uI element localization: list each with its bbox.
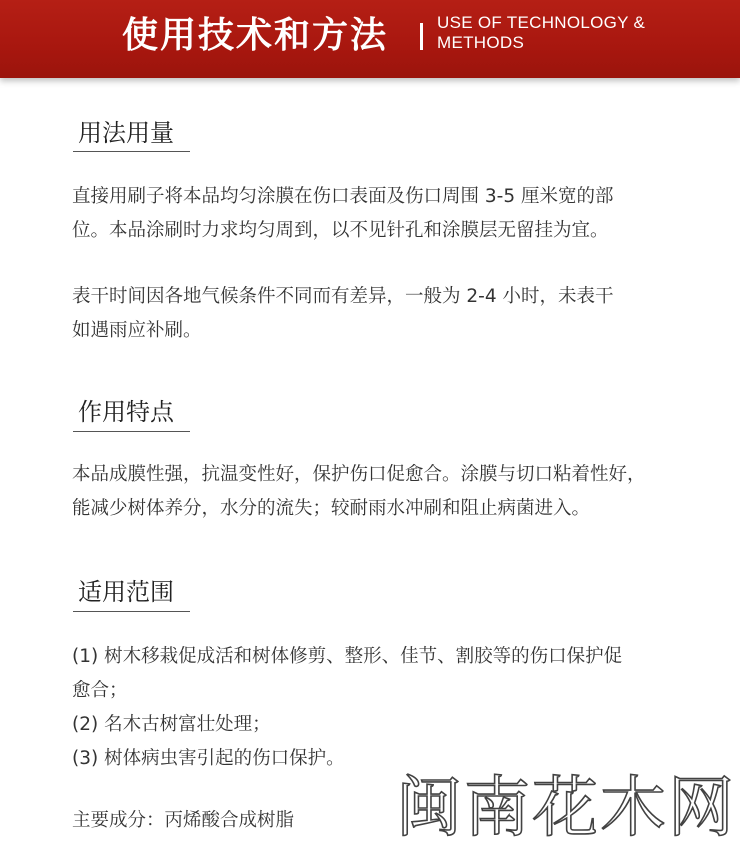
site-watermark: 闽南花木网: [396, 769, 736, 846]
features-paragraph-line-2: 能减少树体养分，水分的流失；较耐雨水冲刷和阻止病菌进入。: [72, 498, 591, 519]
scope-item-1-line-1: (1) 树木移栽促成活和树体修剪、整形、佳节、割胶等的伤口保护促: [72, 646, 623, 667]
usage-paragraph-1: [72, 180, 682, 248]
header-banner: [0, 0, 740, 78]
scope-item-1-line-2: 愈合；: [72, 680, 128, 701]
usage-paragraph-2-line-2: 如遇雨应补刷。: [72, 320, 202, 341]
features-paragraph-line-1: 本品成膜性强，抗温变性好，保护伤口促愈合。涂膜与切口粘着性好，: [72, 464, 646, 485]
section-heading-usage: 用法用量: [78, 119, 174, 147]
usage-paragraph-2: [72, 280, 682, 348]
usage-paragraph-1-line-2: 位。本品涂刷时力求均匀周到，以不见针孔和涂膜层无留挂为宜。: [72, 220, 609, 241]
section-heading-features: 作用特点: [78, 398, 174, 426]
header-divider: [420, 23, 423, 50]
header-title-en: [437, 13, 645, 53]
header-title-en-line1: USE OF TECHNOLOGY &: [437, 13, 646, 32]
ingredients-text: 主要成分：丙烯酸合成树脂: [72, 810, 295, 831]
scope-item-3: (3) 树体病虫害引起的伤口保护。: [72, 748, 345, 769]
section-underline-features: [73, 431, 190, 432]
header-title-cn: 使用技术和方法: [122, 15, 389, 56]
usage-paragraph-2-line-1: 表干时间因各地气候条件不同而有差异，一般为 2-4 小时，未表干: [72, 286, 614, 307]
scope-list: [72, 640, 682, 776]
scope-item-2: (2) 名木古树富壮处理；: [72, 714, 271, 735]
section-underline-scope: [73, 611, 190, 612]
usage-paragraph-1-line-1: 直接用刷子将本品均匀涂膜在伤口表面及伤口周围 3-5 厘米宽的部: [72, 186, 614, 207]
features-paragraph: [72, 458, 682, 526]
section-underline-usage: [73, 151, 190, 152]
section-heading-scope: 适用范围: [78, 578, 174, 606]
header-title-en-line2: METHODS: [437, 33, 525, 52]
